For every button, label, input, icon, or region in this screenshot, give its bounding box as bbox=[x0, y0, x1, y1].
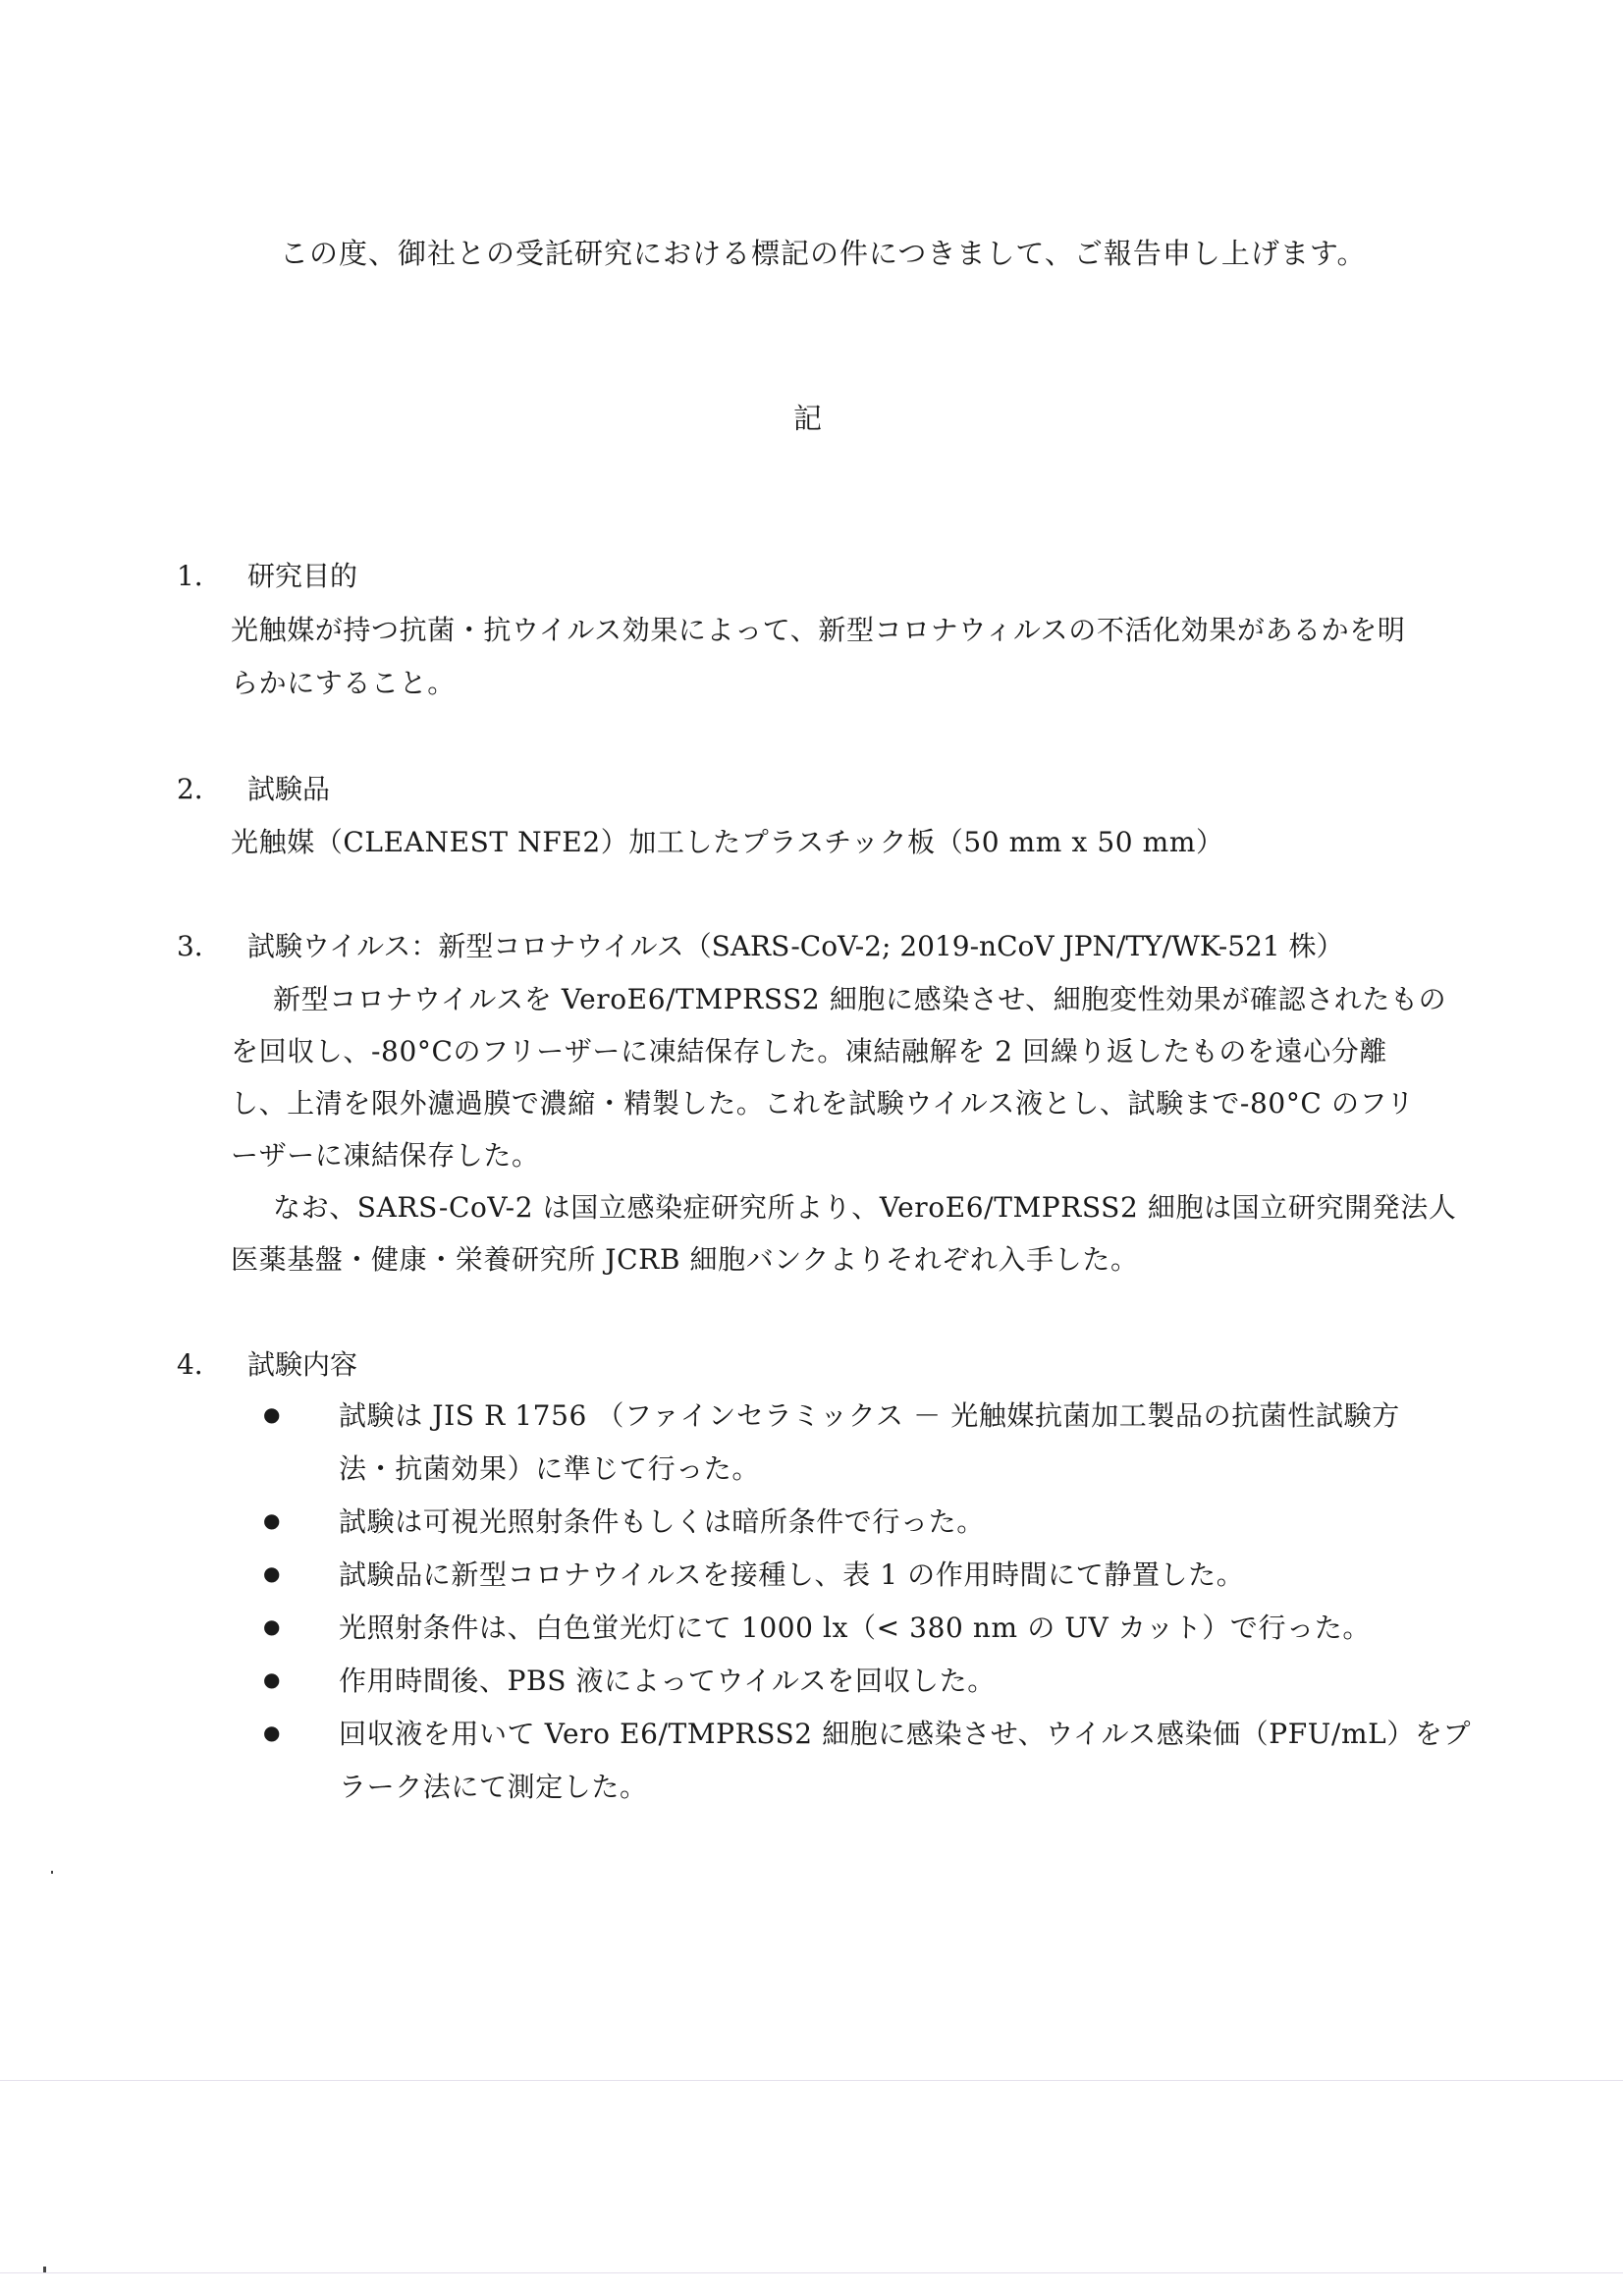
bullet-3-line-1: 試験品に新型コロナウイルスを接種し、表 1 の作用時間にて静置した。 bbox=[339, 1558, 1245, 1591]
scan-speck bbox=[43, 2267, 46, 2272]
bullet-6-line-2: ラーク法にて測定した。 bbox=[339, 1771, 648, 1803]
bullet-icon: ● bbox=[263, 1561, 281, 1585]
section-2-number: 2． bbox=[177, 773, 222, 805]
section-1-number: 1． bbox=[177, 560, 222, 592]
section-4-heading bbox=[177, 1343, 357, 1383]
ki-heading: 記 bbox=[793, 402, 823, 435]
bullet-icon: ● bbox=[263, 1667, 281, 1691]
section-1-title: 研究目的 bbox=[247, 560, 358, 592]
bullet-icon: ● bbox=[263, 1508, 281, 1532]
section-3-heading bbox=[177, 925, 1344, 964]
scan-speck bbox=[51, 1871, 53, 1874]
bullet-2-line-1: 試験は可視光照射条件もしくは暗所条件で行った。 bbox=[339, 1505, 985, 1538]
section-3-number: 3． bbox=[177, 930, 222, 962]
section-3-line-6: 医薬基盤・健康・栄養研究所 JCRB 細胞バンクよりそれぞれ入手した。 bbox=[231, 1243, 1139, 1276]
bullet-5-line-1: 作用時間後、PBS 液によってウイルスを回収した。 bbox=[339, 1665, 996, 1697]
section-1-line-2: らかにすること。 bbox=[231, 667, 456, 699]
scan-line bbox=[0, 2080, 1623, 2081]
bullet-1-line-2: 法・抗菌効果）に準じて行った。 bbox=[339, 1452, 761, 1485]
section-4-title: 試験内容 bbox=[247, 1348, 358, 1381]
bullet-1-line-1: 試験は JIS R 1756 （ファインセラミックス － 光触媒抗菌加工製品の抗菌性試験方 bbox=[339, 1399, 1400, 1432]
section-4-number: 4． bbox=[177, 1348, 222, 1381]
intro-text: この度、御社との受託研究における標記の件につきまして、ご報告申し上げます。 bbox=[280, 237, 1367, 270]
section-1-line-1: 光触媒が持つ抗菌・抗ウイルス効果によって、新型コロナウィルスの不活化効果があるかを明 bbox=[231, 614, 1406, 646]
bullet-4-line-1: 光照射条件は、白色蛍光灯にて 1000 lx（< 380 nm の UV カット）で行った。 bbox=[339, 1612, 1371, 1644]
bullet-6-line-1: 回収液を用いて Vero E6/TMPRSS2 細胞に感染させ、ウイルス感染価（PFU/mL）をプ bbox=[339, 1718, 1472, 1750]
section-1-heading bbox=[177, 555, 357, 594]
section-2-heading bbox=[177, 768, 330, 807]
section-3-line-2: を回収し、-80°Cのフリーザーに凍結保存した。凍結融解を 2 回繰り返したものを遠心分離 bbox=[231, 1035, 1388, 1067]
section-3-line-4: ーザーに凍結保存した。 bbox=[231, 1139, 540, 1172]
section-2-title: 試験品 bbox=[247, 773, 331, 805]
section-2-line-1: 光触媒（CLEANEST NFE2）加工したプラスチック板（50 mm x 50 mm） bbox=[231, 826, 1224, 858]
scan-line bbox=[0, 2272, 1623, 2273]
section-3-title: 試験ウイルス：新型コロナウイルス（SARS-CoV-2; 2019-nCoV JPN/TY/WK-521 株） bbox=[247, 930, 1344, 962]
bullet-icon: ● bbox=[263, 1402, 281, 1426]
section-3-line-3: し、上清を限外濾過膜で濃縮・精製した。これを試験ウイルス液とし、試験まで-80°C のフリ bbox=[231, 1087, 1415, 1120]
bullet-icon: ● bbox=[263, 1614, 281, 1638]
section-3-line-1: 新型コロナウイルスを VeroE6/TMPRSS2 細胞に感染させ、細胞変性効果が確認されたもの bbox=[273, 983, 1447, 1015]
bullet-icon: ● bbox=[263, 1721, 281, 1744]
section-3-line-5: なお、SARS-CoV-2 は国立感染症研究所より、VeroE6/TMPRSS2 細胞は国立研究開発法人 bbox=[273, 1191, 1457, 1224]
